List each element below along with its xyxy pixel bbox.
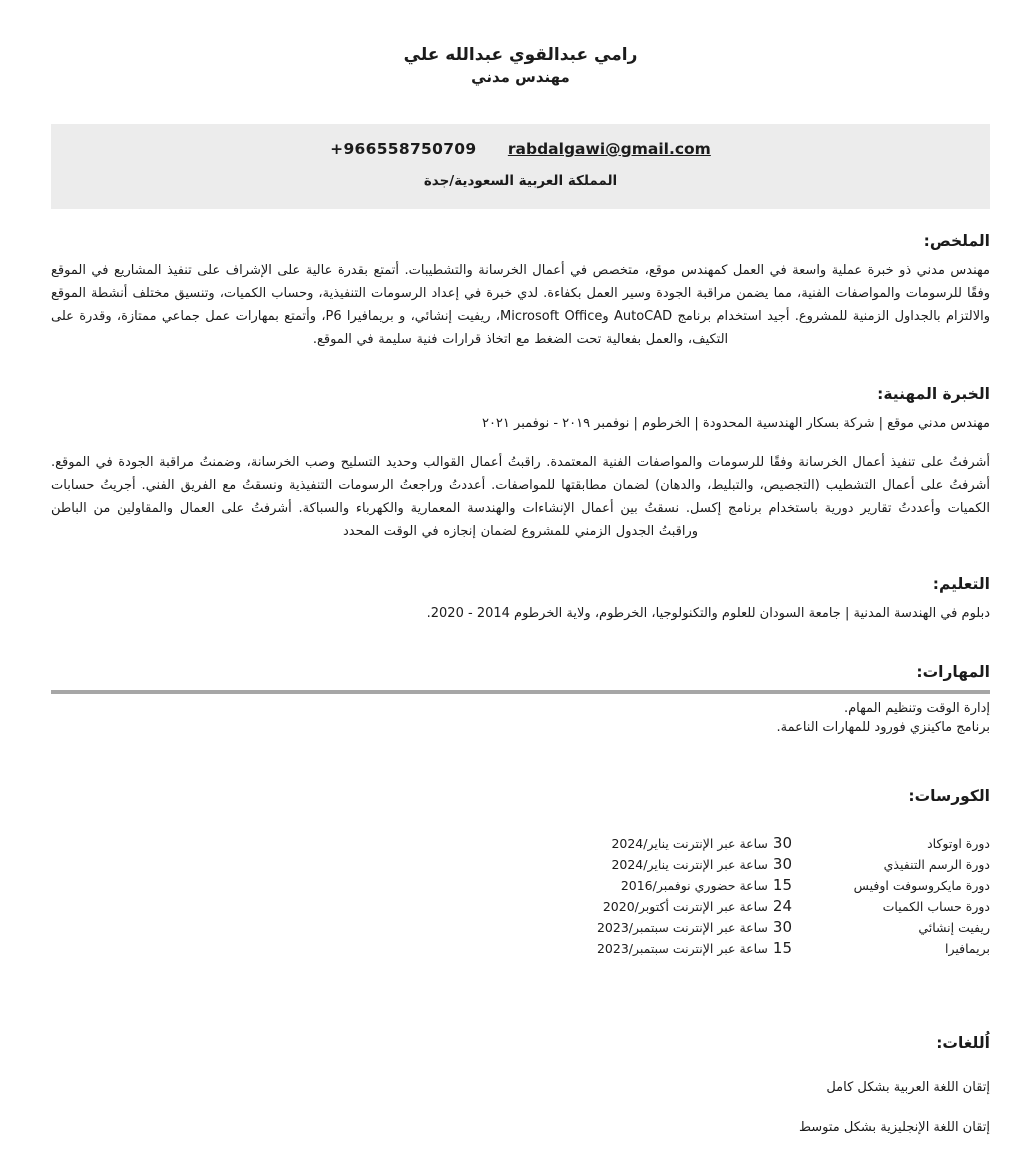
course-hours: 24 [772,897,792,915]
course-row [51,833,990,854]
skills-divider-rule [51,690,990,694]
course-row [51,938,990,959]
education-line: دبلوم في الهندسة المدنية | جامعة السودان للعلوم والتكنولوجيا، الخرطوم، ولاية الخرطوم 2014 - 2020. [426,606,990,621]
language-item: إتقان اللغة الإنجليزية بشكل متوسط [798,1120,990,1135]
course-details [422,854,800,875]
course-details [422,896,800,917]
experience-description: أشرفتُ على تنفيذ أعمال الخرسانة وفقًا للرسومات والمواصفات الفنية المعتمدة. راقبتُ أعمال القوالب وحديد التسليح وصب الخرسانة، وضمنتُ مراقبة الجودة في الموقع. أشرفتُ على أعمال التشطيب (التجصيص، والتبليط، والدهان) لضمان مطابقتها للمواصفات. أعددتُ وراجعتُ الرسومات التنفيذية ونسقتُ مع الفريق الفني. أجريتُ حسابات الكميات وأعددتُ تقارير دورية باستخدام برنامج إكسل. نسقتُ بين أعمال الإنشاءات والهندسة المعمارية والكهرباء والسباكة. أشرفتُ على العمال والمقاولين من الباطن وراقبتُ الجدول الزمني للمشروع لضمان إنجازه في الوقت المحدد [51,455,990,539]
course-details [422,833,800,854]
course-hours: 30 [772,918,792,936]
course-details-text: ساعة عبر الإنترنت سبتمبر/2023 [596,941,768,956]
course-name: دورة اوتوكاد [927,836,990,851]
courses-table [51,833,990,959]
course-name: ريفيت إنشائي [918,920,990,935]
course-name: بريمافيرا [944,941,990,956]
course-row [51,917,990,938]
course-row [51,875,990,896]
course-hours: 15 [772,939,792,957]
experience-title-line: مهندس مدني موقع | شركة بسكار الهندسية المحدودة | الخرطوم | نوفمبر ٢٠١٩ - نوفمبر ٢٠٢١ [481,416,990,431]
course-row [51,896,990,917]
education-heading: التعليم: [932,575,990,593]
course-details-text: ساعة عبر الإنترنت يناير/2024 [611,836,768,851]
course-hours: 30 [772,855,792,873]
course-name: دورة حساب الكميات [882,899,990,914]
course-details [422,917,800,938]
course-hours: 15 [772,876,792,894]
course-name: دورة مايكروسوفت اوفيس [853,878,990,893]
experience-heading: الخبرة المهنية: [877,385,990,403]
skills-heading: المهارات: [916,663,990,681]
languages-heading: اُللغات: [936,1034,990,1052]
courses-heading: الكورسات: [908,787,990,805]
course-name: دورة الرسم التنفيذي [883,857,990,872]
email-link[interactable]: rabdalgawi@gmail.com [507,140,711,158]
candidate-job-title: مهندس مدني [471,68,570,86]
language-item: إتقان اللغة العربية بشكل كامل [826,1080,990,1095]
skill-item: برنامج ماكينزي فورود للمهارات الناعمة. [776,720,990,735]
course-row [51,854,990,875]
course-details-text: ساعة حضوري نوفمبر/2016 [620,878,768,893]
candidate-name: رامي عبدالقوي عبدالله علي [403,45,638,65]
course-details-text: ساعة عبر الإنترنت يناير/2024 [611,857,768,872]
location-text: المملكة العربية السعودية/جدة [423,173,618,189]
phone-number: +966558750709 [330,140,477,158]
course-details-text: ساعة عبر الإنترنت سبتمبر/2023 [596,920,768,935]
course-details-text: ساعة عبر الإنترنت أكتوبر/2020 [602,899,768,914]
skill-item: إدارة الوقت وتنظيم المهام. [843,701,990,716]
course-details [422,938,800,959]
contact-bar [51,124,990,209]
skills-list [51,699,990,737]
summary-heading: الملخص: [923,232,990,250]
contact-line [51,140,990,159]
course-details [422,875,800,896]
course-hours: 30 [772,834,792,852]
summary-paragraph: مهندس مدني ذو خبرة عملية واسعة في العمل كمهندس موقع، متخصص في أعمال الخرسانة والتشطيبات. أتمتع بقدرة عالية على الإشراف على تنفيذ المشاريع في الموقع وفقًا للرسومات والمواصفات الفنية، مما يضمن مراقبة الجودة وسير العمل بكفاءة. لدي خبرة في إعداد الرسومات التنفيذية، وحساب الكميات، وتنسيق مختلف أنشطة الموقع والالتزام بالجداول الزمنية للمشروع. أجيد استخدام برنامج AutoCAD وMicrosoft Office، ريفيت إنشائي، و بريمافيرا P6، وأتمتع بمهارات عمل جماعي ممتازة، وقدرة على التكيف، والعمل بفعالية تحت الضغط مع اتخاذ قرارات فنية سليمة في الموقع. [51,263,990,347]
